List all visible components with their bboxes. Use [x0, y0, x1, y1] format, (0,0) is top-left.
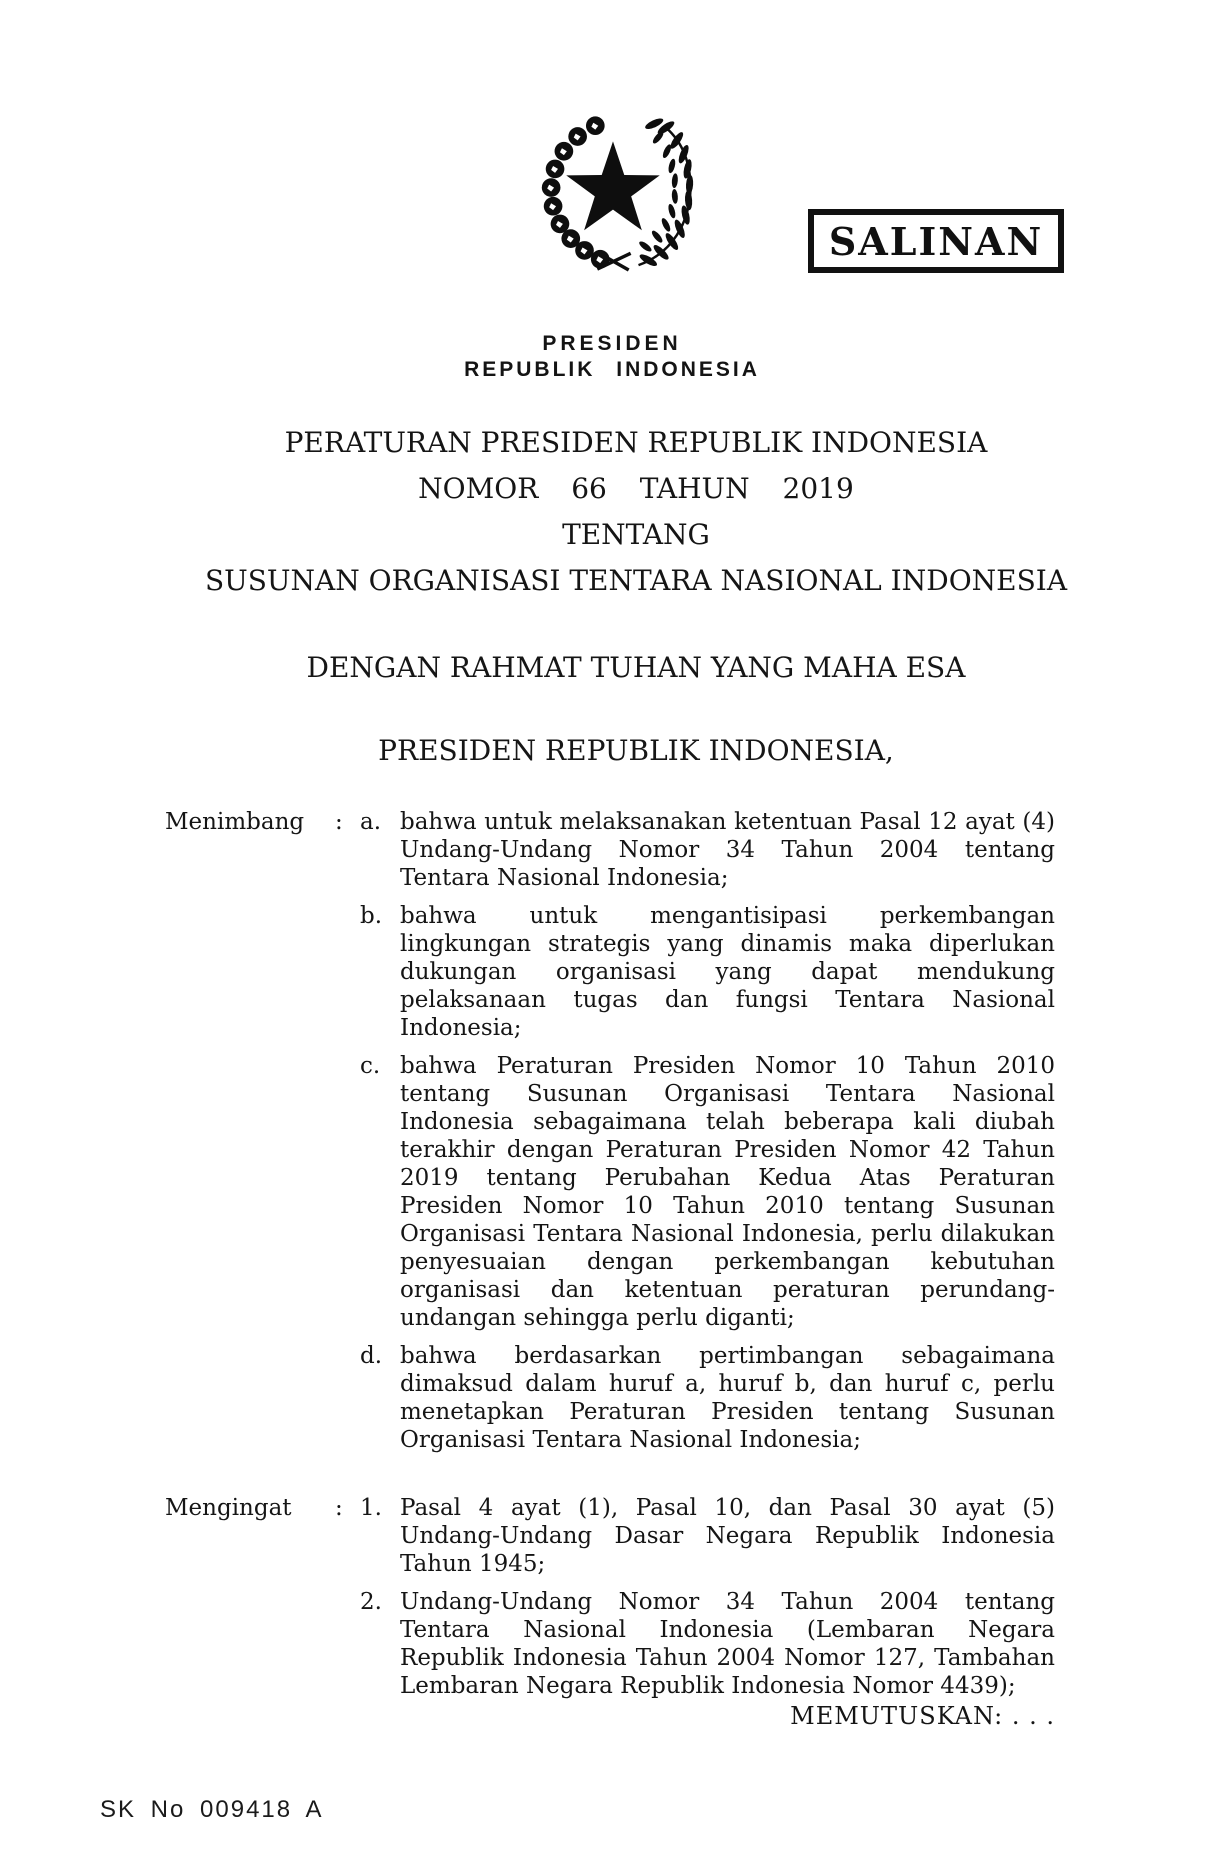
salinan-stamp — [808, 209, 1064, 273]
document-title — [205, 420, 1067, 604]
list-marker: d. — [360, 1343, 383, 1369]
list-marker: b. — [360, 903, 383, 929]
mengingat-label: Mengingat — [165, 1495, 292, 1521]
list-marker: c. — [360, 1053, 381, 1079]
title-line-1: PERATURAN PRESIDEN REPUBLIK INDONESIA — [284, 426, 988, 459]
list-marker: 2. — [360, 1589, 382, 1615]
list-item: bahwa Peraturan Presiden Nomor 10 Tahun 2010 tentang Susunan Organisasi Tentara Nasional Indonesia sebagaimana telah beberapa kali diubah terakhir dengan Peraturan Presiden Nomor 42 Tahun 2019 tentang Perubahan Kedua Atas Peraturan Presiden Nomor 10 Tahun 2010 tentang Susunan Organisasi Tentara Nasional Indonesia, perlu dilakukan penyesuaian dengan perkembangan kebutuhan organisasi dan ketentuan peraturan perundang-undangan sehingga perlu diganti; — [400, 1053, 1055, 1331]
list-item: Pasal 4 ayat (1), Pasal 10, dan Pasal 30 ayat (5) Undang-Undang Dasar Negara Republik Indonesia Tahun 1945; — [400, 1495, 1055, 1577]
mengingat-colon: : — [335, 1495, 343, 1521]
authority-line: PRESIDEN REPUBLIK INDONESIA, — [378, 734, 894, 767]
menimbang-section — [148, 808, 1055, 1454]
sk-control-number: SK No 009418 A — [100, 1796, 324, 1823]
list-marker: 1. — [360, 1495, 382, 1521]
document-body — [148, 808, 1055, 1730]
title-line-tentang: TENTANG — [562, 518, 710, 551]
invocation-line: DENGAN RAHMAT TUHAN YANG MAHA ESA — [306, 651, 966, 684]
star-wreath-emblem-icon — [521, 110, 703, 272]
list-item: Undang-Undang Nomor 34 Tahun 2004 tentang Tentara Nasional Indonesia (Lembaran Negara Republik Indonesia Tahun 2004 Nomor 127, Tambahan Lembaran Negara Republik Indonesia Nomor 4439); — [400, 1589, 1055, 1699]
letterhead — [464, 331, 760, 383]
list-item: bahwa untuk melaksanakan ketentuan Pasal 12 ayat (4) Undang-Undang Nomor 34 Tahun 2004 tentang Tentara Nasional Indonesia; — [400, 809, 1055, 891]
list-item: bahwa untuk mengantisipasi perkembangan lingkungan strategis yang dinamis maka diperlukan dukungan organisasi yang dapat mendukung pelaksanaan tugas dan fungsi Tentara Nasional Indonesia; — [400, 903, 1055, 1041]
salinan-label: SALINAN — [828, 218, 1044, 264]
title-line-number-year: NOMOR 66 TAHUN 2019 — [418, 472, 854, 505]
memutuskan-continuation: MEMUTUSKAN: . . . — [790, 1702, 1055, 1730]
letterhead-presiden: PRESIDEN — [542, 332, 682, 355]
menimbang-colon: : — [335, 809, 343, 835]
letterhead-republik-indonesia: REPUBLIK INDONESIA — [464, 358, 760, 381]
list-item: bahwa berdasarkan pertimbangan sebagaimana dimaksud dalam huruf a, huruf b, dan huruf c, perlu menetapkan Peraturan Presiden tentang Susunan Organisasi Tentara Nasional Indonesia; — [400, 1343, 1055, 1453]
menimbang-label: Menimbang — [165, 809, 305, 835]
list-marker: a. — [360, 809, 382, 835]
mengingat-section — [148, 1494, 1055, 1700]
title-line-subject: SUSUNAN ORGANISASI TENTARA NASIONAL INDONESIA — [204, 564, 1068, 597]
